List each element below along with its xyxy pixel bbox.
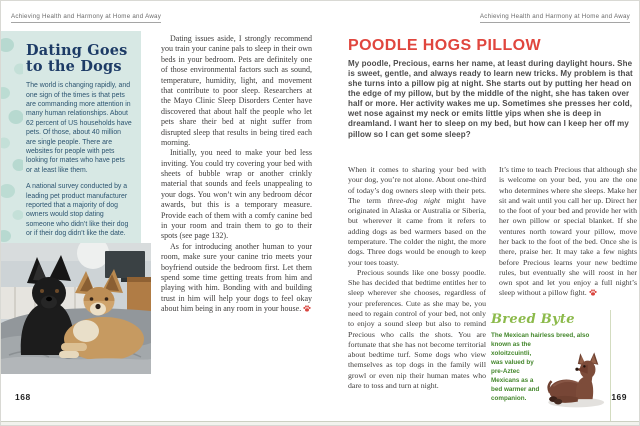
breed-byte-text: The Mexican hairless breed, also known as the xoloitzcuintli, was valued by pre-Aztec Mexicans as a bed warmer and companion. — [491, 331, 590, 403]
body-paragraph: Precious sounds like one bossy poodle. She has decided that bedtime entitles her to sleep wherever she chooses, regardless of your preferences. Cute as she may be, you need to regain control of your bed, not only to enjoy a sound sleep but also to remind Precious who calls the shots. You are fortunate that she has not become territorial about bedtime turf. Some dogs who view themselves as top dogs in the family will growl or even nip their human mates who dare to toss and turn at night. — [348, 267, 486, 390]
paw-print-icon — [303, 305, 311, 312]
paragraph-text: It’s time to teach Precious that although she is welcome on your bed, you are the one who determines where she sleeps. Make her sit and wait until you call her up. Direct her to the foot of your bed and provide her with her own pillow or special blanket. If she ventures north toward your pillow, move her back to the foot of the bed. Once she is there, praise her. It may take a few nights before Precious learns your new bedtime rules, but eventually she will roost in her own spot and let you enjoy a full night’s sleep without a pillow fight. — [499, 165, 637, 298]
breed-byte-box — [488, 310, 611, 422]
sidebar-paragraph: The world is changing rapidly, and one sign of the times is that pets are commanding more attention in many human relationships. About 62 percent of US households have pets. Of those, about 40 million are single people. There are websites for people with pets looking for mates who have pets or at least like them. — [26, 82, 132, 174]
sidebar-paragraph: A national survey conducted by a leading pet product manufacturer reported that a majority of dog owners would stop dating someone who didn’t like their dog or if their dog didn’t like the date. — [26, 183, 129, 238]
page-number-left: 168 — [15, 392, 31, 402]
xolo-dog-photo — [545, 349, 609, 409]
body-paragraph: Dating issues aside, I strongly recommend you train your canine pals to sleep in their own beds in your bedroom. Pets are definitely one of those environmental factors such as sound, temperature, humidity, light, and movement that contribute to poor sleep. Researchers at the Mayo Clinic Sleep Disorders Center have discovered that about half the people who let pets share their bed at night suffer from disrupted sleep that results in being tired each morning. — [161, 34, 312, 147]
body-paragraph — [161, 242, 312, 315]
paw-print-icon — [589, 289, 597, 296]
page-number-right: 169 — [611, 392, 627, 402]
article-title: POODLE HOGS PILLOW — [348, 37, 541, 54]
float-spacer — [606, 331, 607, 349]
running-header-right: Achieving Health and Harmony at Home and Away — [480, 13, 630, 23]
paragraph-text: might have originated in Alaska or Australia or Siberia, but wherever it came from it refers to adding dogs as bed warmers based on the temperature. The colder the night, the more dogs. Three dogs would be enough to keep your toes toasty. — [348, 195, 487, 267]
sidebar-content — [26, 43, 132, 239]
left-page-text-column — [161, 34, 312, 315]
italic-term: three-dog night — [387, 195, 441, 205]
body-paragraph — [348, 165, 486, 268]
two-dogs-on-bed-photo — [1, 243, 151, 374]
breed-byte-title: Breed Byte — [491, 312, 575, 327]
page-bottom-edge — [1, 421, 639, 426]
body-paragraph: Initially, you need to make your bed less inviting. You could try covering your bed with sheets of bubble wrap or another crinkly material that sounds and feels unappealing to your dogs. You won’t win any bedroom décor awards, but this is a temporary measure. Provide each of them with a comfy canine bed in your room and train them to go to their spots (see page 132). — [161, 148, 312, 241]
breed-byte-body — [491, 331, 607, 404]
running-header-left: Achieving Health and Harmony at Home and Away — [11, 13, 161, 23]
sidebar-title: Dating Goes to the Dogs — [26, 42, 128, 75]
answer-column-1 — [348, 165, 486, 391]
sidebar-dating-box — [1, 31, 141, 243]
body-paragraph — [499, 165, 637, 299]
paragraph-text: When it comes to sharing your bed with your dog, you’re not alone. About one-third of today’s dog owners sleep with their pets. The term — [348, 165, 486, 205]
article-question-intro: My poodle, Precious, earns her name, at least during daylight hours. She is sweet, gentle, and always ready to learn new tricks. My problem is that she turns into a pillow pig at night. She starts out by putting her head on the edge of my pillow, but by the middle of the night, she has taken over half or more. Her activity wakes me up. Sometimes she presses her cold, wet nose against my neck or emits little yips when she is deep in dreamland. I want her to sleep on my bed, but how can I keep her off my pillow so I can get some sleep? — [348, 59, 633, 139]
paragraph-text: As for introducing another human to your room, make sure your canine trio meets your boyfriend outside the bedroom first. Let them spend some time getting treats from him and playing with him. Bonding with and building trust in him will help your dogs to feel okay about him being in any room in your house. — [161, 241, 312, 314]
paw-pad-pattern-decoration — [1, 31, 23, 243]
